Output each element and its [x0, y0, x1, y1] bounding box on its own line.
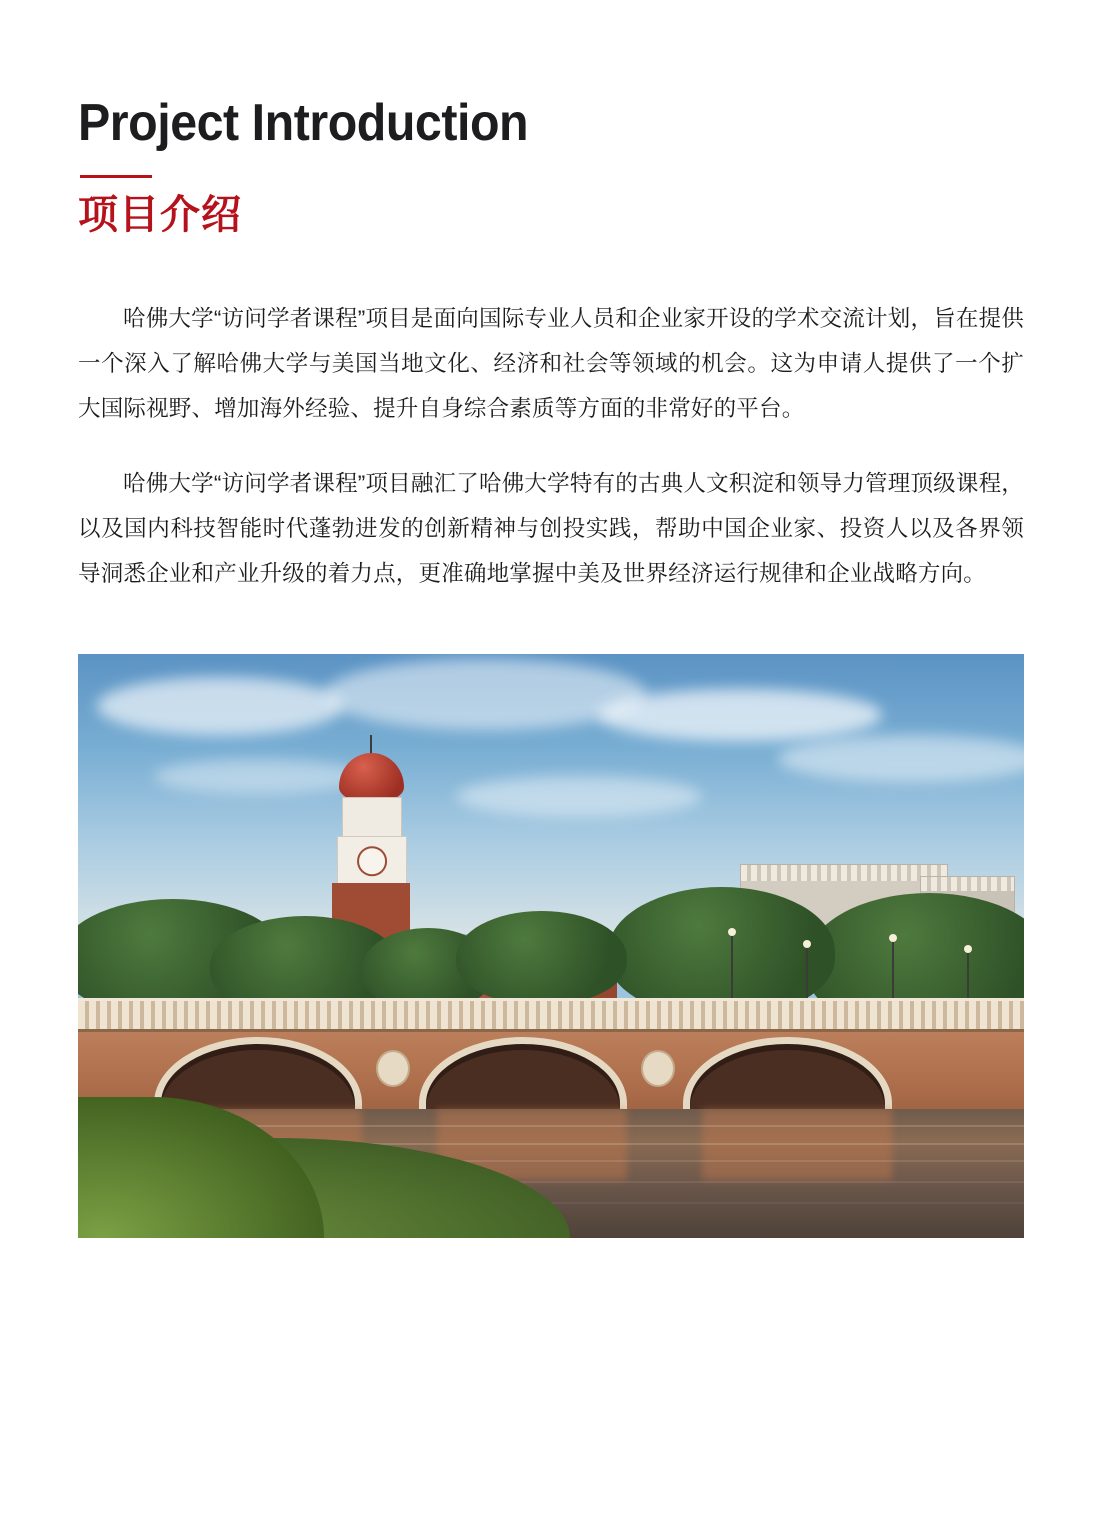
- cloud: [97, 677, 343, 735]
- body-copy: [78, 296, 1024, 596]
- building-cornice: [921, 877, 1014, 891]
- tower-belfry: [342, 797, 402, 841]
- street-lamp: [892, 940, 894, 1004]
- cloud: [324, 659, 646, 729]
- cloud: [598, 689, 882, 742]
- page-heading: [78, 0, 1024, 238]
- paragraph-1: 哈佛大学“访问学者课程”项目是面向国际专业人员和企业家开设的学术交流计划，旨在提供一个深入了解哈佛大学与美国当地文化、经济和社会等领域的机会。这为申请人提供了一个扩大国际视野、增加海外经验、提升自身综合素质等方面的非常好的平台。: [78, 305, 1024, 421]
- bridge-medallion: [376, 1050, 410, 1087]
- tower-dome: [339, 753, 404, 802]
- clock-face: [357, 847, 387, 877]
- building-cornice: [741, 865, 947, 881]
- bridge-balustrade: [78, 998, 1024, 1032]
- street-lamp: [967, 951, 969, 1004]
- bridge-medallion: [641, 1050, 675, 1087]
- heading-divider: [80, 175, 152, 178]
- cloud: [456, 776, 702, 817]
- page-title-chinese: 项目介绍: [78, 192, 242, 237]
- tree-mass: [456, 911, 626, 1004]
- page-title-english: Project Introduction: [78, 94, 529, 152]
- photo-illustration: [78, 654, 1024, 1238]
- weeks-footbridge: [78, 998, 1024, 1126]
- street-lamp: [806, 946, 808, 1004]
- street-lamp: [731, 934, 733, 998]
- tower-clock-band: [337, 836, 407, 887]
- campus-photo: [78, 654, 1024, 1238]
- tree-mass: [608, 887, 835, 1015]
- paragraph-2: 哈佛大学“访问学者课程”项目融汇了哈佛大学特有的古典人文积淀和领导力管理顶级课程，以及国内科技智能时代蓬勃进发的创新精神与创投实践，帮助中国企业家、投资人以及各界领导洞悉企业和产业升级的着力点，更准确地掌握中美及世界经济运行规律和企业战略方向。: [78, 470, 1024, 586]
